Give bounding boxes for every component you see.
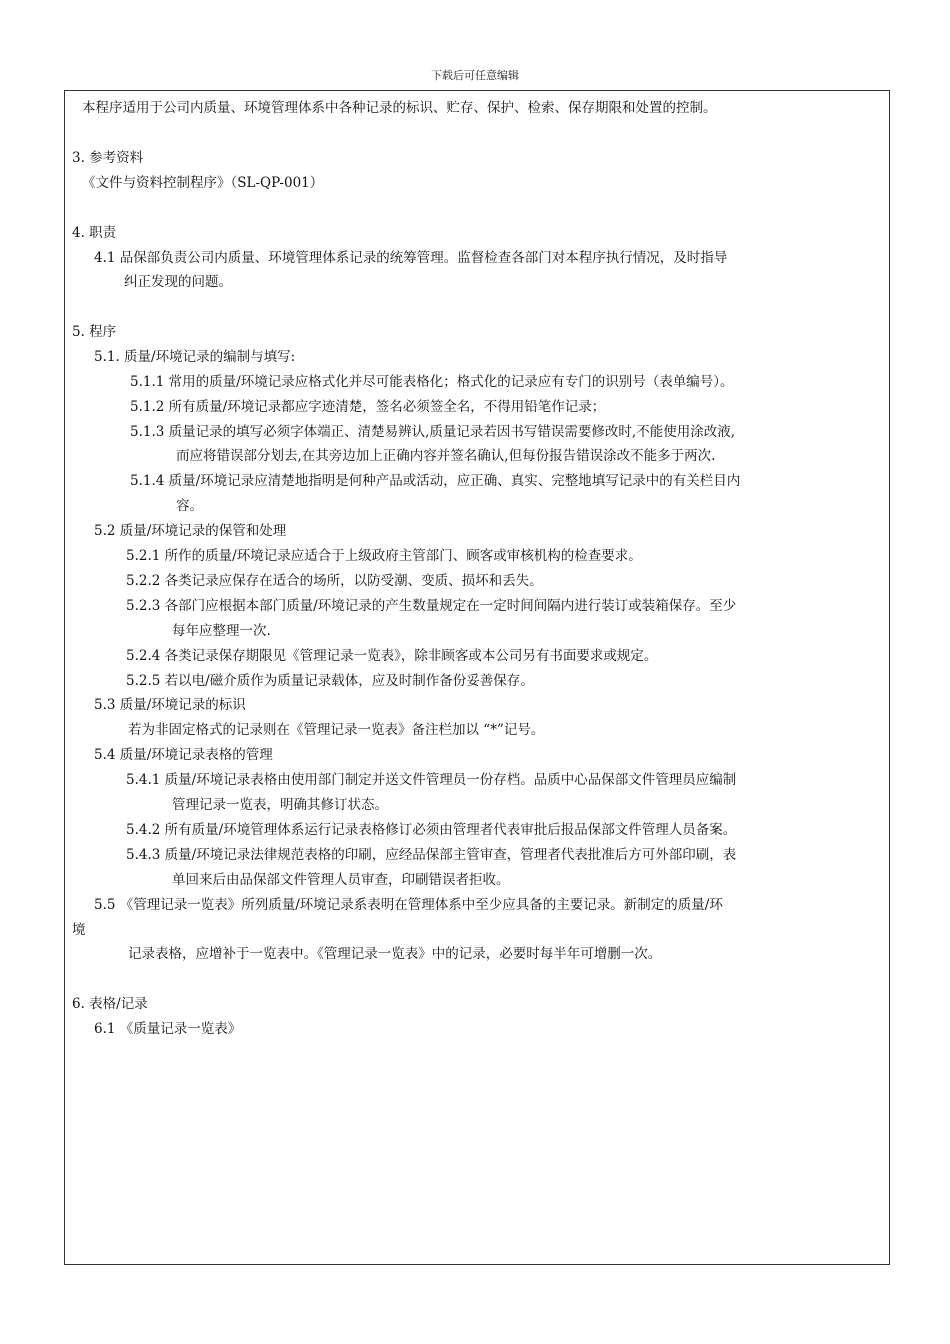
item-5-4-1-cont: 管理记录一览表，明确其修订状态。 [172,797,388,813]
item-5-1-4: 5.1.4 质量/环境记录应清楚地指明是何种产品或活动，应正确、真实、完整地填写记录中的有关栏目内 [130,473,741,489]
item-5-1-4-cont: 容。 [176,498,203,514]
item-5-1-2: 5.1.2 所有质量/环境记录都应字迹清楚，签名必须签全名，不得用铅笔作记录； [130,399,606,415]
item-5-2: 5.2 质量/环境记录的保管和处理 [94,523,287,539]
item-5-5-wrap: 境 [72,922,86,938]
item-5-5: 5.5 《管理记录一览表》所列质量/环境记录系表明在管理体系中至少应具备的主要记录。新制定的质量/环 [94,897,723,913]
item-5-2-5: 5.2.5 若以电/磁介质作为质量记录载体，应及时制作备份妥善保存。 [126,673,534,689]
item-5-4-3-cont: 单回来后由品保部文件管理人员审查，印刷错误者拒收。 [172,872,510,888]
item-5-2-2: 5.2.2 各类记录应保存在适合的场所，以防受潮、变质、损坏和丢失。 [126,573,543,589]
item-5-3-text: 若为非固定格式的记录则在《管理记录一览表》备注栏加以 “*”记号。 [128,722,545,738]
item-4-1-cont: 纠正发现的问题。 [124,274,232,290]
item-5-4-2: 5.4.2 所有质量/环境管理体系运行记录表格修订必须由管理者代表审批后报品保部文件管理人员备案。 [126,822,737,838]
section-5-heading: 5. 程序 [72,324,117,340]
item-5-4-3: 5.4.3 质量/环境记录法律规范表格的印刷，应经品保部主管审查，管理者代表批准后方可外部印刷，表 [126,847,737,863]
section-4-heading: 4. 职责 [72,225,117,241]
item-5-2-4: 5.2.4 各类记录保存期限见《管理记录一览表》，除非顾客或本公司另有书面要求或规定。 [126,648,658,664]
scope-text: 本程序适用于公司内质量、环境管理体系中各种记录的标识、贮存、保护、检索、保存期限和处置的控制。 [82,100,717,116]
item-5-1-3: 5.1.3 质量记录的填写必须字体端正、清楚易辨认,质量记录若因书写错误需要修改时,不能使用涂改液, [130,424,736,440]
item-5-2-3: 5.2.3 各部门应根据本部门质量/环境记录的产生数量规定在一定时间间隔内进行装订或装箱保存。至少 [126,598,737,614]
section-6-heading: 6. 表格/记录 [72,996,148,1012]
item-5-1-1: 5.1.1 常用的质量/环境记录应格式化并尽可能表格化；格式化的记录应有专门的识别号（表单编号）。 [130,374,734,390]
reference-item: 《文件与资料控制程序》（SL-QP-001） [82,175,324,191]
item-5-2-1: 5.2.1 所作的质量/环境记录应适合于上级政府主管部门、顾客或审核机构的检查要求。 [126,548,642,564]
item-5-3: 5.3 质量/环境记录的标识 [94,697,246,713]
item-5-1-3-cont: 而应将错误部分划去,在其旁边加上正确内容并签名确认,但每份报告错误涂改不能多于两次. [176,448,716,464]
page-header-note: 下载后可任意编辑 [431,69,519,82]
item-5-5-cont: 记录表格，应增补于一览表中。《管理记录一览表》中的记录，必要时每半年可增删一次。 [128,946,662,962]
item-4-1: 4.1 品保部负责公司内质量、环境管理体系记录的统筹管理。监督检查各部门对本程序执行情况，及时指导 [94,250,728,266]
item-6-1: 6.1 《质量记录一览表》 [94,1021,242,1037]
item-5-4-1: 5.4.1 质量/环境记录表格由使用部门制定并送文件管理员一份存档。品质中心品保部文件管理员应编制 [126,772,737,788]
section-3-heading: 3. 参考资料 [72,150,144,166]
item-5-4: 5.4 质量/环境记录表格的管理 [94,747,273,763]
item-5-2-3-cont: 每年应整理一次. [172,623,271,639]
item-5-1: 5.1. 质量/环境记录的编制与填写: [94,349,296,365]
